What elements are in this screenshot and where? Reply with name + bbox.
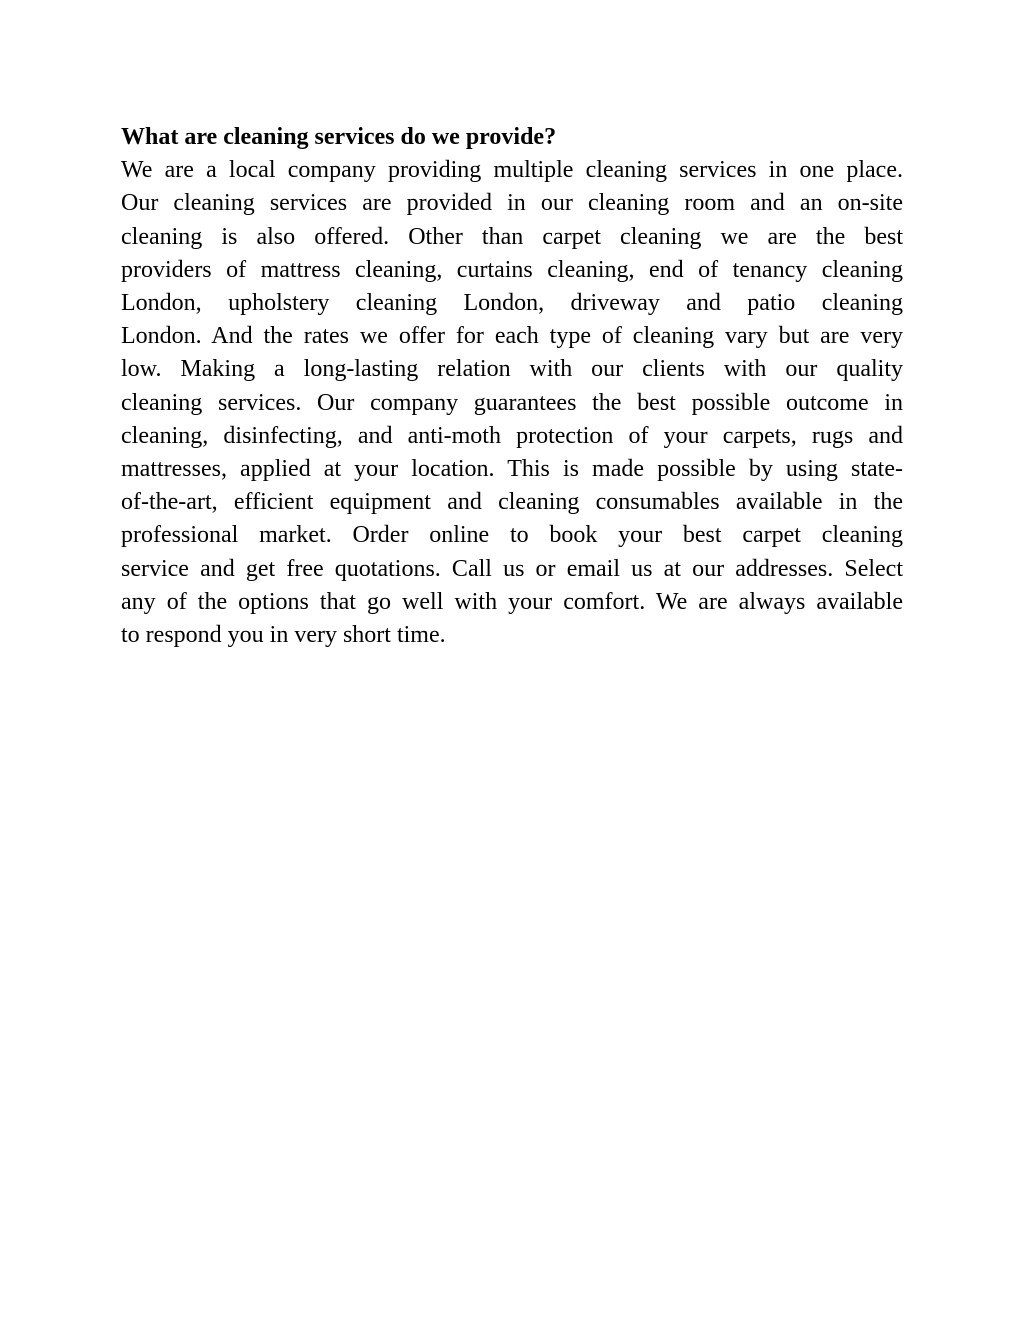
paragraph-line: professional market. Order online to book your best carpet cleaning [121, 522, 903, 549]
paragraph-line: mattresses, applied at your location. This is made possible by using state- [121, 456, 903, 483]
paragraph-line: of-the-art, efficient equipment and cleaning consumables available in the [121, 489, 903, 516]
document-content [121, 121, 903, 652]
paragraph-line: London, upholstery cleaning London, driveway and patio cleaning [121, 290, 903, 317]
paragraph-line: any of the options that go well with your comfort. We are always available [121, 588, 903, 615]
paragraph-line: low. Making a long-lasting relation with our clients with our quality [121, 356, 903, 383]
section-heading: What are cleaning services do we provide? [121, 124, 557, 150]
paragraph-line: London. And the rates we offer for each type of cleaning vary but are very [121, 323, 903, 350]
paragraph-line: cleaning is also offered. Other than carpet cleaning we are the best [121, 223, 903, 250]
paragraph-line: Our cleaning services are provided in our cleaning room and an on-site [121, 190, 903, 217]
body-paragraph [121, 154, 903, 652]
paragraph-line: We are a local company providing multiple cleaning services in one place. [121, 157, 903, 184]
paragraph-line: cleaning services. Our company guarantees the best possible outcome in [121, 389, 903, 416]
paragraph-line: service and get free quotations. Call us or email us at our addresses. Select [121, 555, 903, 582]
paragraph-line: cleaning, disinfecting, and anti-moth protection of your carpets, rugs and [121, 422, 903, 449]
paragraph-line: providers of mattress cleaning, curtains cleaning, end of tenancy cleaning [121, 256, 903, 283]
paragraph-line: to respond you in very short time. [121, 622, 446, 649]
